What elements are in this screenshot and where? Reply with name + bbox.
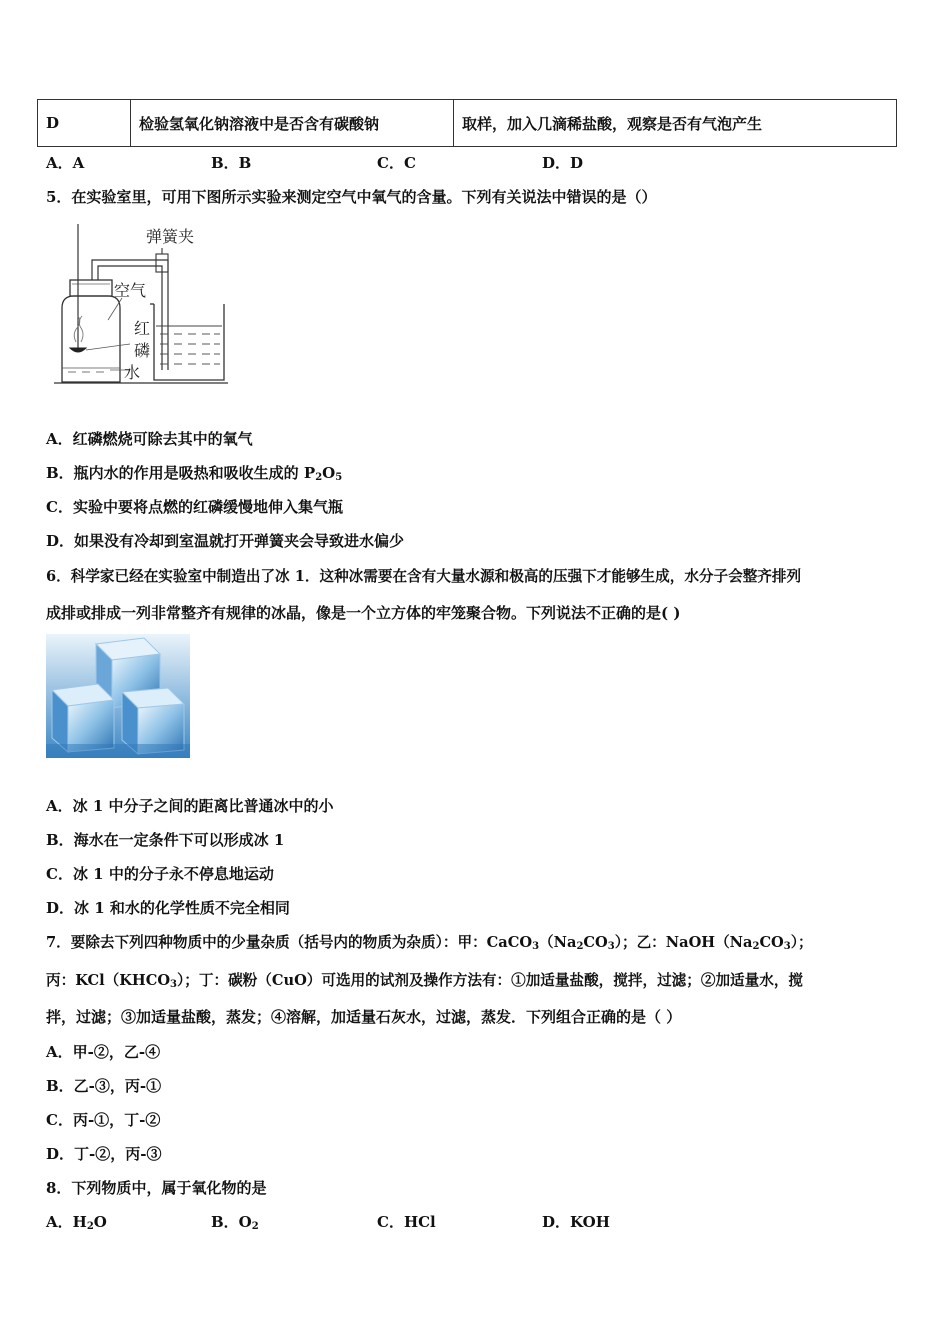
q7-stem-line3: 拌，过滤；③加适量盐酸，蒸发；④溶解，加适量石灰水，过滤，蒸发．下列组合正确的是（ ） — [46, 1008, 682, 1026]
q6-option-b[interactable]: B．海水在一定条件下可以形成冰 1 — [46, 831, 285, 849]
q8-choice-c[interactable]: C．HCl — [377, 1213, 436, 1231]
q6-option-a[interactable]: A．冰 1 中分子之间的距离比普通冰中的小 — [46, 797, 334, 815]
q7-option-d[interactable]: D．丁-②，丙-③ — [46, 1145, 162, 1163]
gas-bottle — [62, 296, 120, 382]
connecting-tube — [92, 260, 168, 370]
label-red-phosphorus-2: 磷 — [134, 341, 151, 360]
ice-cubes-image — [46, 634, 190, 758]
beaker — [154, 304, 224, 380]
q4-choice-b[interactable]: B．B — [211, 154, 252, 172]
q8-choice-a[interactable]: A．$H_2O$ — [46, 1213, 107, 1232]
q7-option-a[interactable]: A．甲-②，乙-④ — [46, 1043, 161, 1061]
label-air: 空气 — [114, 281, 147, 300]
q5-option-d[interactable]: D．如果没有冷却到室温就打开弹簧夹会导致进水偏少 — [46, 532, 405, 550]
label-spring-clip: 弹簧夹 — [146, 227, 195, 246]
q6-option-c[interactable]: C．冰 1 中的分子永不停息地运动 — [46, 865, 274, 883]
q8-choice-b[interactable]: B．$O_2$ — [211, 1213, 259, 1232]
label-water: 水 — [124, 363, 141, 382]
table-row — [38, 100, 897, 147]
q6-stem-line2: 成排或排成一列非常整齐有规律的冰晶，像是一个立方体的牢笼聚合物。下列说法不正确的是( ) — [46, 604, 681, 622]
q5-option-a[interactable]: A．红磷燃烧可除去其中的氧气 — [46, 430, 253, 448]
beaker-water — [156, 326, 222, 364]
q7-option-b[interactable]: B．乙-③，丙-① — [46, 1077, 162, 1095]
q5-option-c[interactable]: C．实验中要将点燃的红磷缓慢地伸入集气瓶 — [46, 498, 343, 516]
q4-choice-d[interactable]: D．D — [542, 154, 584, 172]
q8-stem: 8．下列物质中，属于氧化物的是 — [46, 1179, 267, 1197]
q6-option-d[interactable]: D．冰 1 和水的化学性质不完全相同 — [46, 899, 290, 917]
q5-option-b[interactable]: B．瓶内水的作用是吸热和吸收生成的 $P_2O_5$ — [46, 464, 343, 483]
q4-choice-a[interactable]: A．A — [46, 154, 85, 172]
label-red-phosphorus-1: 红 — [134, 319, 151, 338]
q8-choice-d[interactable]: D．KOH — [542, 1213, 610, 1231]
q7-stem-line1: 7．要除去下列四种物质中的少量杂质（括号内的物质为杂质）：甲：$CaCO_3(Na_2CO_3)$；乙：$NaOH(Na_2CO_3)$； — [46, 934, 813, 952]
q6-stem-line1: 6．科学家已经在实验室中制造出了冰 1．这种冰需要在含有大量水源和极高的压强下才能够生成，水分子会整齐排列 — [46, 568, 802, 585]
q4-choice-c[interactable]: C．C — [377, 154, 416, 172]
q5-stem: 5．在实验室里，可用下图所示实验来测定空气中氧气的含量。下列有关说法中错误的是（） — [46, 188, 657, 206]
q7-option-c[interactable]: C．丙-①，丁-② — [46, 1111, 161, 1129]
table-cell-letter: D — [38, 100, 131, 147]
table-cell-method: 取样，加入几滴稀盐酸，观察是否有气泡产生 — [454, 100, 897, 147]
table-cell-purpose: 检验氢氧化钠溶液中是否含有碳酸钠 — [131, 100, 454, 147]
bottle-stopper — [70, 280, 112, 296]
q7-stem-line2: 丙：$KCl(KHCO_3)$；丁：碳粉（CuO）可选用的试剂及操作方法有：①加适量盐酸，搅拌，过滤；②加适量水，搅 — [46, 972, 804, 990]
options-table — [37, 99, 897, 147]
combustion-spoon — [70, 348, 86, 352]
oxygen-experiment-figure — [50, 220, 240, 390]
